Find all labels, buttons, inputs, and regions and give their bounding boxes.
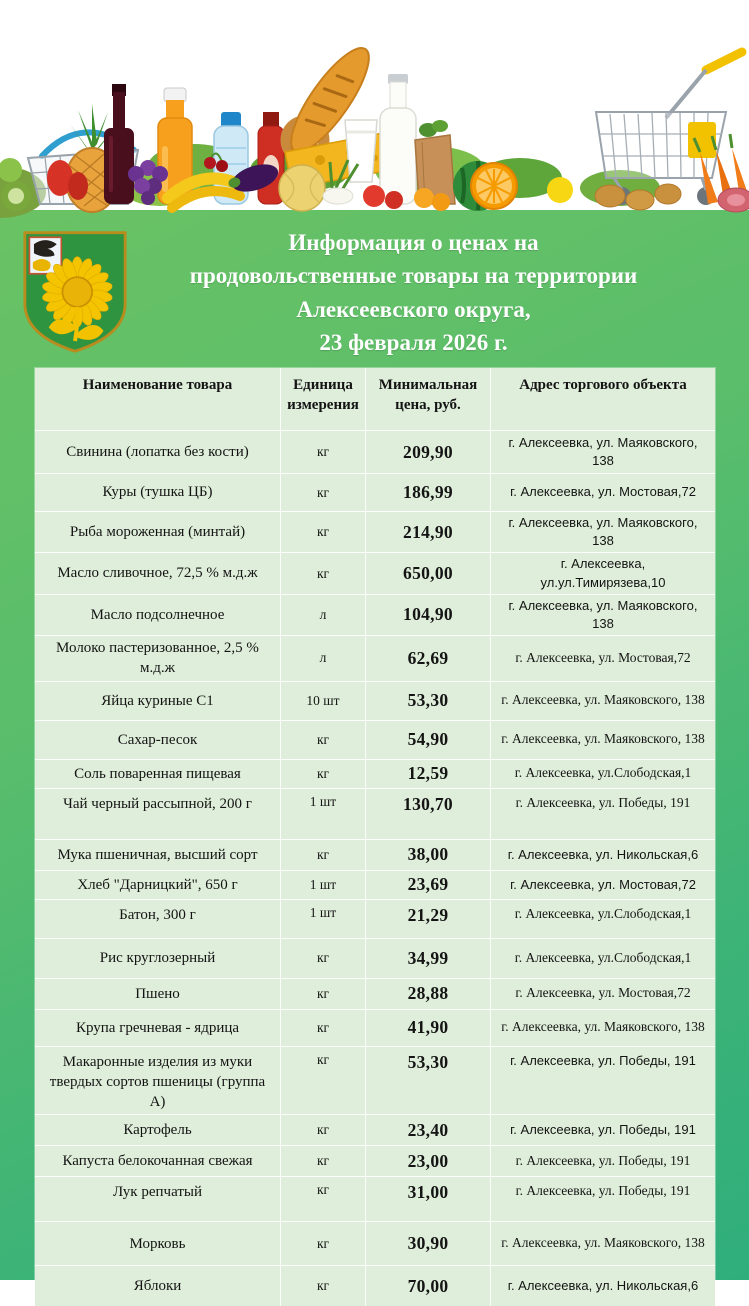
price-cell: 12,59 xyxy=(365,760,490,788)
address-cell: г. Алексеевка, ул. Мостовая,72 xyxy=(490,636,715,681)
shopping-cart-icon xyxy=(596,52,742,205)
address-cell: г. Алексеевка, ул. Маяковского, 138 xyxy=(490,721,715,759)
address-cell: г. Алексеевка, ул.Слободская,1 xyxy=(490,939,715,978)
table-row xyxy=(35,1046,715,1115)
price-cell: 209,90 xyxy=(365,431,490,473)
address-cell: г. Алексеевка, ул. Маяковского, 138 xyxy=(490,682,715,720)
unit-cell: кг xyxy=(280,431,365,473)
price-cell: 23,40 xyxy=(365,1115,490,1145)
table-body xyxy=(35,430,715,1306)
title-banner xyxy=(0,222,749,358)
product-name-cell: Пшено xyxy=(135,985,180,1002)
address-cell: г. Алексеевка, ул. Победы, 191 xyxy=(490,1047,715,1115)
product-name-cell: Картофель xyxy=(123,1122,192,1139)
title-line: 23 февраля 2026 г. xyxy=(319,330,508,356)
unit-cell: кг xyxy=(280,1146,365,1176)
product-name-cell: Крупа гречневая - ядрица xyxy=(75,1019,240,1036)
sunflower-center-icon xyxy=(62,277,92,307)
title-line: Информация о ценах на xyxy=(288,230,539,255)
poster-body xyxy=(0,210,749,1296)
product-name-cell: Масло подсолнечное xyxy=(90,606,225,623)
unit-cell: 10 шт xyxy=(280,682,365,720)
table-row xyxy=(35,1265,715,1306)
unit-cell: кг xyxy=(280,1266,365,1306)
price-table xyxy=(35,368,715,1306)
price-cell: 186,99 xyxy=(365,474,490,511)
food-collage-image xyxy=(0,0,749,210)
product-name-cell: Морковь xyxy=(129,1235,186,1252)
address-cell: г. Алексеевка, ул. Мостовая,72 xyxy=(490,474,715,511)
price-cell: 34,99 xyxy=(365,939,490,978)
unit-cell: 1 шт xyxy=(280,789,365,839)
address-cell: г. Алексеевка, ул. Победы, 191 xyxy=(490,1177,715,1221)
column-header-address: Адрес торгового объекта xyxy=(490,368,715,430)
table-row xyxy=(35,635,715,681)
coat-of-arms xyxy=(18,228,136,361)
title-line: продовольственные товары на территории xyxy=(189,263,638,289)
price-cell: 30,90 xyxy=(365,1222,490,1265)
unit-cell: кг xyxy=(280,840,365,870)
address-cell: г. Алексеевка, ул. Мостовая,72 xyxy=(490,871,715,899)
unit-cell: кг xyxy=(280,1047,365,1115)
price-cell: 41,90 xyxy=(365,1010,490,1046)
page-title xyxy=(136,226,731,359)
unit-cell: кг xyxy=(280,1010,365,1046)
address-cell: г. Алексеевка, ул. Никольская,6 xyxy=(490,840,715,870)
address-cell: г. Алексеевка, ул. Маяковского, 138 xyxy=(490,431,715,473)
address-cell: г. Алексеевка, ул. Победы, 191 xyxy=(490,789,715,839)
price-cell: 214,90 xyxy=(365,512,490,552)
address-cell: г. Алексеевка, ул. Победы, 191 xyxy=(490,1115,715,1145)
price-cell: 53,30 xyxy=(365,1047,490,1115)
table-row xyxy=(35,430,715,473)
price-cell: 23,00 xyxy=(365,1146,490,1176)
product-name-cell: Капуста белокочанная свежая xyxy=(62,1153,253,1170)
unit-cell: кг xyxy=(280,721,365,759)
price-cell: 53,30 xyxy=(365,682,490,720)
address-cell: г. Алексеевка, ул. Победы, 191 xyxy=(490,1146,715,1176)
kiwi-icon xyxy=(1,181,31,211)
table-row xyxy=(35,1176,715,1221)
price-cell: 62,69 xyxy=(365,636,490,681)
table-row xyxy=(35,1009,715,1046)
address-cell: г. Алексеевка, ул.Слободская,1 xyxy=(490,900,715,938)
price-cell: 54,90 xyxy=(365,721,490,759)
price-cell: 38,00 xyxy=(365,840,490,870)
address-cell: г. Алексеевка, ул. Маяковского, 138 xyxy=(490,512,715,552)
unit-cell: л xyxy=(280,595,365,635)
table-row xyxy=(35,1221,715,1265)
coat-of-arms-svg xyxy=(18,228,132,356)
unit-cell: 1 шт xyxy=(280,900,365,938)
address-cell: г. Алексеевка, ул. Мостовая,72 xyxy=(490,979,715,1009)
product-name-cell: Куры (тушка ЦБ) xyxy=(102,484,213,501)
table-row xyxy=(35,1145,715,1176)
lemon-icon xyxy=(547,177,573,203)
table-row xyxy=(35,899,715,938)
address-cell: г. Алексеевка, ул.Слободская,1 xyxy=(490,760,715,788)
food-collage-svg xyxy=(0,0,749,210)
unit-cell: кг xyxy=(280,979,365,1009)
milk-bottle-icon xyxy=(380,74,416,204)
table-row xyxy=(35,839,715,870)
product-name-cell: Макаронные изделия из муки твердых сортов пшеницы (группа А) xyxy=(49,1053,266,1111)
product-name-cell: Чай черный рассыпной, 200 г xyxy=(63,795,252,812)
product-name-cell: Лук репчатый xyxy=(113,1184,202,1201)
price-cell: 21,29 xyxy=(365,900,490,938)
table-row xyxy=(35,870,715,899)
product-name-cell: Сахар-песок xyxy=(117,731,198,748)
product-name-cell: Яблоки xyxy=(133,1278,182,1295)
price-cell: 650,00 xyxy=(365,553,490,593)
product-name-cell: Молоко пастеризованное, 2,5 % м.д.ж xyxy=(56,640,259,677)
product-name-cell: Хлеб "Дарницкий", 650 г xyxy=(77,876,238,893)
unit-cell: л xyxy=(280,636,365,681)
orange-half-icon xyxy=(471,163,517,209)
table-row xyxy=(35,552,715,593)
unit-cell: кг xyxy=(280,1115,365,1145)
price-cell: 23,69 xyxy=(365,871,490,899)
product-name-cell: Рис круглозерный xyxy=(99,950,216,966)
meat-icon xyxy=(718,188,749,212)
unit-cell: кг xyxy=(280,512,365,552)
table-row xyxy=(35,511,715,552)
column-header-unit: Единица измерения xyxy=(280,368,365,430)
table-header-row xyxy=(35,368,715,430)
address-cell: г. Алексеевка, ул. Маяковского, 138 xyxy=(490,1222,715,1265)
table-row xyxy=(35,978,715,1009)
milk-glass-icon xyxy=(345,120,377,182)
table-row xyxy=(35,720,715,759)
column-header-product: Наименование товара xyxy=(82,377,233,393)
unit-cell: кг xyxy=(280,1177,365,1221)
title-line: Алексеевского округа, xyxy=(296,296,531,322)
table-row xyxy=(35,759,715,788)
table-row xyxy=(35,1114,715,1145)
address-cell: г. Алексеевка, ул. Никольская,6 xyxy=(490,1266,715,1306)
product-name-cell: Масло сливочное, 72,5 % м.д.ж xyxy=(57,565,258,582)
unit-cell: кг xyxy=(280,1222,365,1265)
product-name-cell: Рыба мороженная (минтай) xyxy=(69,524,246,541)
unit-cell: кг xyxy=(280,474,365,511)
address-cell: г. Алексеевка, ул. Маяковского, 138 xyxy=(490,595,715,635)
table-row xyxy=(35,594,715,635)
table-row xyxy=(35,788,715,839)
unit-cell: кг xyxy=(280,553,365,593)
unit-cell: кг xyxy=(280,760,365,788)
address-cell: г. Алексеевка, ул. Маяковского, 138 xyxy=(490,1010,715,1046)
unit-cell: кг xyxy=(280,939,365,978)
table-row xyxy=(35,473,715,511)
price-cell: 104,90 xyxy=(365,595,490,635)
product-name-cell: Батон, 300 г xyxy=(119,906,196,923)
table-row xyxy=(35,681,715,720)
price-cell: 130,70 xyxy=(365,789,490,839)
price-cell: 28,88 xyxy=(365,979,490,1009)
melon-icon xyxy=(279,165,325,211)
column-header-price: Минимальная цена, руб. xyxy=(365,368,490,430)
product-name-cell: Мука пшеничная, высший сорт xyxy=(57,846,258,863)
sunflower-stem-icon xyxy=(75,307,77,341)
product-name-cell: Яйца куриные С1 xyxy=(101,692,214,709)
product-name-cell: Соль поваренная пищевая xyxy=(74,765,241,782)
unit-cell: 1 шт xyxy=(280,871,365,899)
price-cell: 70,00 xyxy=(365,1266,490,1306)
product-name-cell: Свинина (лопатка без кости) xyxy=(66,443,249,460)
price-cell: 31,00 xyxy=(365,1177,490,1221)
wine-bottle-icon xyxy=(104,84,134,204)
table-row xyxy=(35,938,715,978)
address-cell: г. Алексеевка, ул.ул.Тимирязева,10 xyxy=(490,553,715,593)
